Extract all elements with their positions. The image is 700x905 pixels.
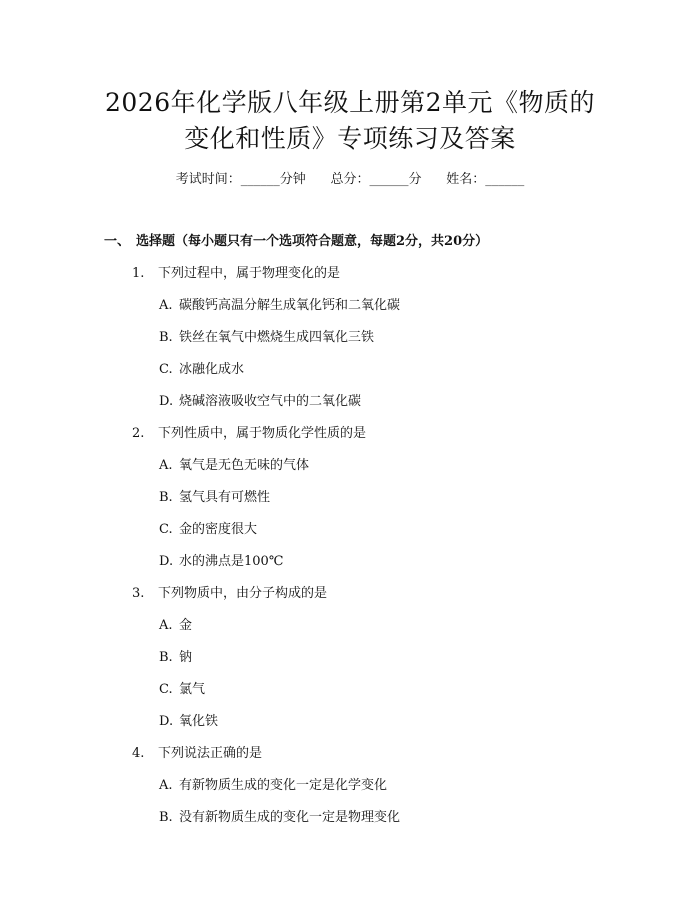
option-text: 碳酸钙高温分解生成氧化钙和二氧化碳 [179,298,401,313]
question-4 [132,742,262,761]
question-3-option-a [159,614,192,633]
option-label: A. [159,618,173,633]
section-text: 选择题（每小题只有一个选项符合题意，每题2分，共20分） [136,234,489,249]
title-line-2: 变化和性质》专项练习及答案 [184,124,516,153]
option-text: 没有新物质生成的变化一定是物理变化 [179,810,401,825]
option-text: 钠 [179,650,193,665]
question-3 [132,582,327,601]
question-2-option-a [159,454,309,473]
question-3-option-d [159,710,218,729]
question-number: 3. [132,586,145,601]
question-1-option-a [159,294,400,313]
option-label: B. [159,490,173,505]
question-3-option-b [159,646,192,665]
question-1 [132,262,340,281]
option-label: D. [159,714,174,729]
option-text: 冰融化成水 [179,362,245,377]
option-label: D. [159,554,174,569]
question-1-option-d [159,390,361,409]
option-label: B. [159,650,173,665]
question-number: 1. [132,266,145,281]
option-text: 铁丝在氧气中燃烧生成四氧化三铁 [179,330,375,345]
question-4-option-b [159,806,400,825]
option-label: B. [159,810,173,825]
question-4-option-a [159,774,387,793]
question-2-option-d [159,550,283,569]
question-number: 2. [132,426,145,441]
option-label: C. [159,682,173,697]
question-1-option-b [159,326,374,345]
option-text: 水的沸点是100℃ [179,554,284,569]
option-text: 氧气是无色无味的气体 [179,458,310,473]
question-2-option-c [159,518,257,537]
option-label: B. [159,330,173,345]
option-label: C. [159,362,173,377]
question-2-option-b [159,486,270,505]
section-number: 一、 [104,234,131,249]
option-label: A. [159,458,173,473]
option-label: C. [159,522,173,537]
option-text: 金的密度很大 [179,522,258,537]
question-stem: 下列性质中，属于物质化学性质的是 [158,426,367,441]
exam-info-line: 考试时间：______分钟 总分：______分 姓名：______ [175,172,525,187]
question-stem: 下列物质中，由分子构成的是 [158,586,328,601]
section-heading [104,230,488,249]
option-text: 金 [179,618,193,633]
option-label: D. [159,394,174,409]
option-text: 氢气具有可燃性 [179,490,271,505]
question-stem: 下列过程中，属于物理变化的是 [158,266,341,281]
question-number: 4. [132,746,145,761]
question-3-option-c [159,678,205,697]
option-text: 氯气 [179,682,206,697]
option-text: 有新物质生成的变化一定是化学变化 [179,778,388,793]
option-label: A. [159,298,173,313]
title-line-1: 2026年化学版八年级上册第2单元《物质的 [104,88,596,117]
question-2 [132,422,366,441]
option-text: 烧碱溶液吸收空气中的二氧化碳 [179,394,362,409]
question-1-option-c [159,358,244,377]
question-stem: 下列说法正确的是 [158,746,263,761]
option-text: 氧化铁 [179,714,219,729]
option-label: A. [159,778,173,793]
